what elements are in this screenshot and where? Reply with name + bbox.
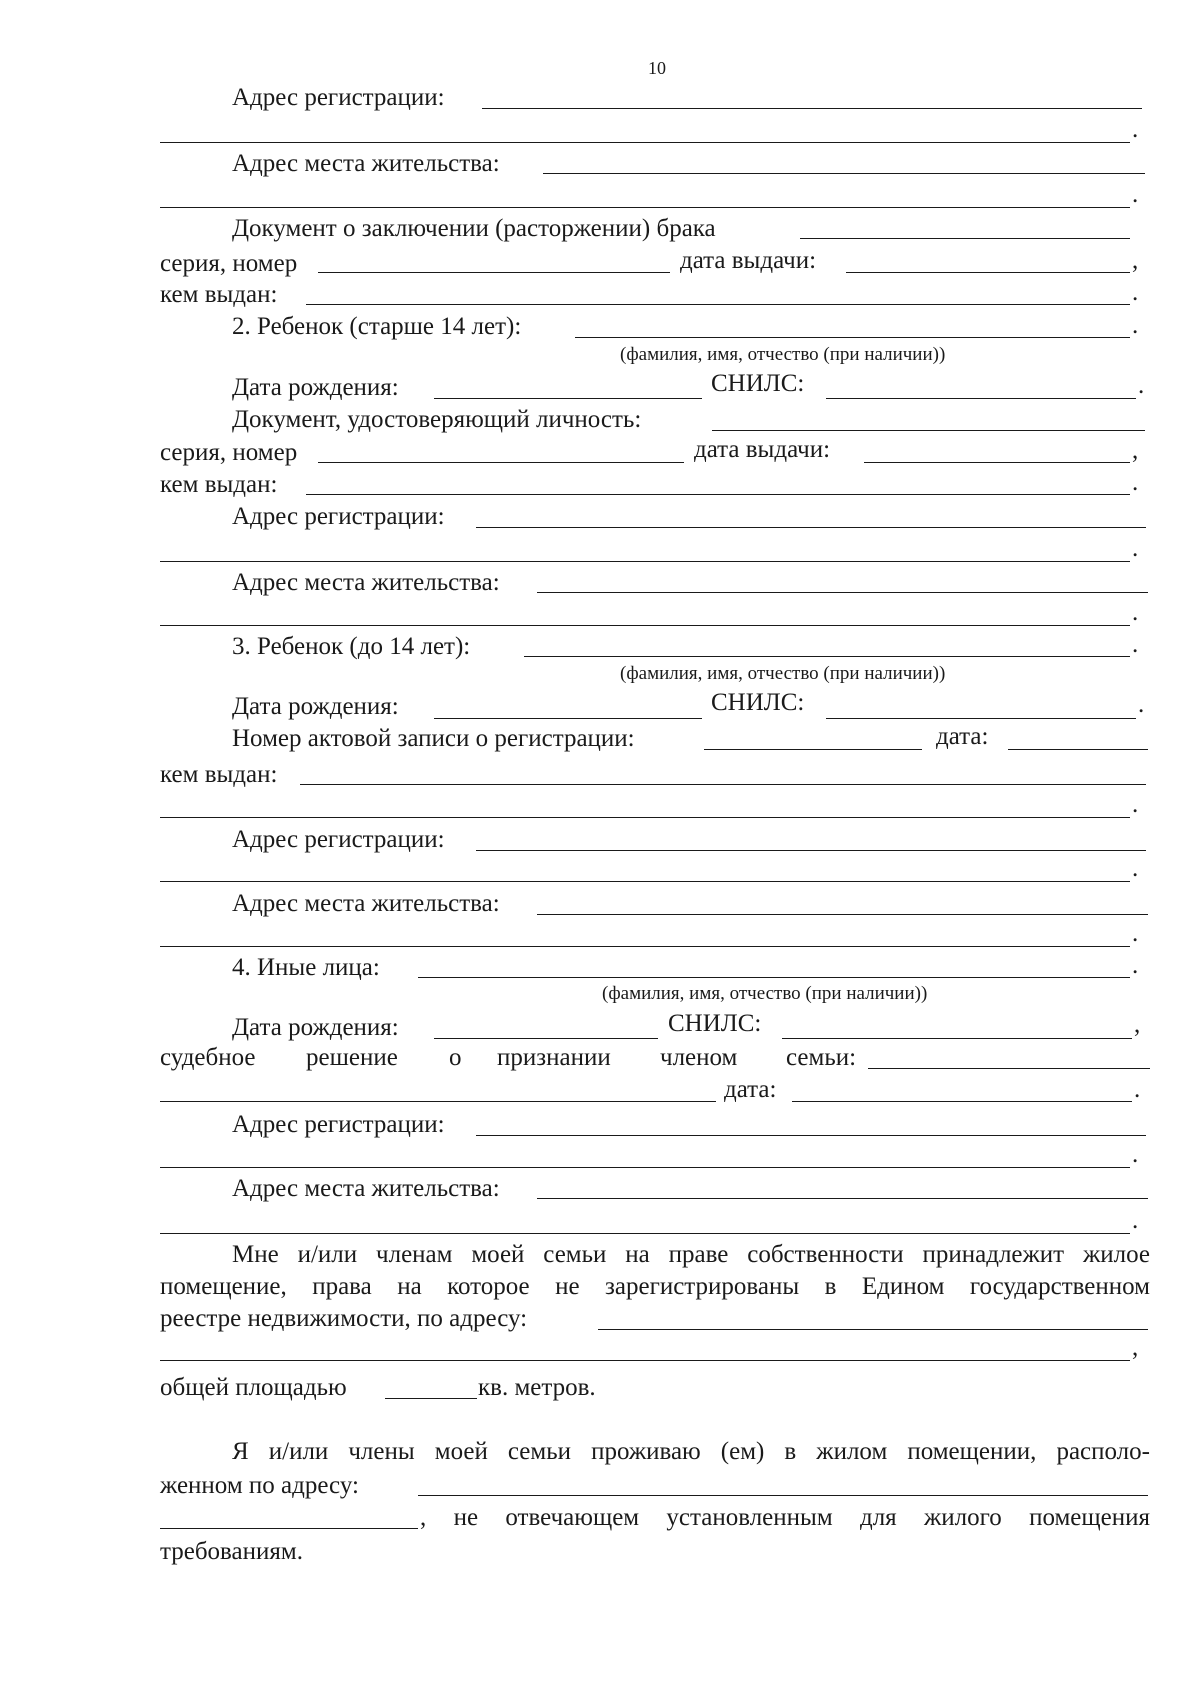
series-number-field[interactable]	[318, 272, 670, 273]
issued-by-field[interactable]	[306, 494, 1130, 495]
snils-field[interactable]	[826, 718, 1136, 719]
live-address-field-line2[interactable]	[160, 946, 1130, 947]
series-number-field[interactable]	[318, 462, 684, 463]
line-end-dot: .	[1138, 372, 1145, 399]
line-end-dot: .	[1132, 920, 1139, 947]
ownership-address-field-line2[interactable]	[160, 1360, 1130, 1361]
live-address-field[interactable]	[537, 1198, 1148, 1199]
reg-address-field-line2[interactable]	[160, 1167, 1130, 1168]
birth-date-field[interactable]	[434, 398, 702, 399]
reg-address-label: Адрес регистрации:	[232, 1111, 445, 1138]
issued-by-label: кем выдан:	[160, 761, 278, 788]
fio-hint: (фамилия, имя, отчество (при наличии))	[620, 344, 946, 365]
line-end-dot: .	[1134, 1076, 1141, 1103]
line-end-dot: .	[1132, 1207, 1139, 1234]
court-decision-field-line2[interactable]	[160, 1101, 716, 1102]
live-address-field[interactable]	[543, 173, 1145, 174]
residence-address-field-line2[interactable]	[160, 1528, 418, 1529]
live-address-field[interactable]	[537, 914, 1148, 915]
snils-field[interactable]	[782, 1038, 1132, 1039]
reg-address-field-line2[interactable]	[160, 881, 1130, 882]
line-end-comma: ,	[1132, 1334, 1139, 1361]
live-address-label: Адрес места жительства:	[232, 890, 500, 917]
id-doc-label: Документ, удостоверяющий личность:	[232, 406, 642, 433]
court-word-3: о	[449, 1044, 462, 1071]
snils-label: СНИЛС:	[711, 689, 805, 716]
line-end-dot: .	[1132, 631, 1139, 658]
total-area-field[interactable]	[385, 1398, 477, 1399]
live-address-label: Адрес места жительства:	[232, 569, 500, 596]
act-record-field[interactable]	[704, 749, 922, 750]
series-number-label: серия, номер	[160, 250, 298, 277]
issued-by-label: кем выдан:	[160, 281, 278, 308]
issue-date-label: дата выдачи:	[694, 436, 831, 463]
reg-address-field-line2[interactable]	[160, 142, 1130, 143]
issued-by-label: кем выдан:	[160, 471, 278, 498]
snils-field[interactable]	[826, 398, 1136, 399]
sq-meters-label: кв. метров.	[478, 1374, 596, 1401]
live-address-field-line2[interactable]	[160, 625, 1130, 626]
snils-label: СНИЛС:	[711, 370, 805, 397]
line-end-dot: .	[1132, 599, 1139, 626]
line-end-comma: ,	[1134, 1011, 1141, 1038]
court-word-4: признании	[497, 1044, 611, 1071]
child-over14-name-field[interactable]	[575, 337, 1130, 338]
court-word-1: судебное	[160, 1044, 256, 1071]
birth-date-field[interactable]	[434, 1038, 658, 1039]
requirements-text: требованиям.	[160, 1538, 303, 1565]
line-end-dot: .	[1132, 116, 1139, 143]
child-over14-label: 2. Ребенок (старше 14 лет):	[232, 313, 522, 340]
child-under14-name-field[interactable]	[524, 656, 1130, 657]
line-end-dot: .	[1132, 791, 1139, 818]
residence-paragraph-line3: , не отвечающем установленным для жилого помещения	[420, 1504, 1150, 1531]
line-end-dot: .	[1132, 535, 1139, 562]
live-address-label: Адрес места жительства:	[232, 1175, 500, 1202]
fio-hint: (фамилия, имя, отчество (при наличии))	[602, 983, 928, 1004]
issued-by-field[interactable]	[306, 304, 1130, 305]
reg-address-label: Адрес регистрации:	[232, 826, 445, 853]
reg-address-field[interactable]	[476, 527, 1146, 528]
issue-date-label: дата выдачи:	[680, 247, 817, 274]
reg-address-field[interactable]	[476, 850, 1146, 851]
date-label: дата:	[936, 723, 989, 750]
reg-address-field[interactable]	[482, 108, 1142, 109]
court-word-2: решение	[306, 1044, 398, 1071]
issue-date-field[interactable]	[864, 462, 1130, 463]
marriage-doc-field[interactable]	[800, 238, 1130, 239]
live-address-field-line2[interactable]	[160, 207, 1130, 208]
line-end-dot: .	[1132, 312, 1139, 339]
residence-paragraph-line2: женном по адресу:	[160, 1472, 359, 1499]
reg-address-label: Адрес регистрации:	[232, 503, 445, 530]
birth-date-label: Дата рождения:	[232, 693, 399, 720]
fio-hint: (фамилия, имя, отчество (при наличии))	[620, 663, 946, 684]
reg-address-field[interactable]	[476, 1135, 1146, 1136]
reg-address-label: Адрес регистрации:	[232, 84, 445, 111]
reg-address-field-line2[interactable]	[160, 561, 1130, 562]
page-number: 10	[648, 58, 666, 78]
total-area-label: общей площадью	[160, 1374, 347, 1401]
ownership-paragraph-line2: помещение, права на которое не зарегистрированы в Едином государственном	[160, 1273, 1150, 1300]
line-end-dot: .	[1132, 1141, 1139, 1168]
date-label: дата:	[724, 1076, 777, 1103]
ownership-address-field[interactable]	[598, 1329, 1148, 1330]
date-field[interactable]	[1008, 749, 1148, 750]
line-end-dot: .	[1132, 952, 1139, 979]
issue-date-field[interactable]	[846, 272, 1130, 273]
line-end-dot: .	[1132, 181, 1139, 208]
issued-by-field-line2[interactable]	[160, 817, 1130, 818]
live-address-field[interactable]	[537, 592, 1148, 593]
child-under14-label: 3. Ребенок (до 14 лет):	[232, 633, 471, 660]
live-address-field-line2[interactable]	[160, 1233, 1130, 1234]
ownership-paragraph-line3: реестре недвижимости, по адресу:	[160, 1305, 528, 1332]
date-field[interactable]	[792, 1101, 1132, 1102]
id-doc-field[interactable]	[712, 430, 1145, 431]
other-persons-label: 4. Иные лица:	[232, 954, 380, 981]
snils-label: СНИЛС:	[668, 1010, 762, 1037]
line-end-dot: .	[1132, 469, 1139, 496]
ownership-paragraph-line1: Мне и/или членам моей семьи на праве собственности принадлежит жилое	[232, 1241, 1150, 1268]
birth-date-label: Дата рождения:	[232, 374, 399, 401]
live-address-label: Адрес места жительства:	[232, 150, 500, 177]
line-end-dot: .	[1138, 691, 1145, 718]
line-end-dot: .	[1132, 855, 1139, 882]
act-record-label: Номер актовой записи о регистрации:	[232, 725, 635, 752]
marriage-doc-label: Документ о заключении (расторжении) брака	[232, 215, 716, 242]
series-number-label: серия, номер	[160, 439, 298, 466]
court-decision-field[interactable]	[868, 1068, 1150, 1069]
line-end-comma: ,	[1132, 437, 1139, 464]
issued-by-field[interactable]	[300, 784, 1146, 785]
court-word-5: членом	[660, 1044, 738, 1071]
birth-date-label: Дата рождения:	[232, 1014, 399, 1041]
other-persons-name-field[interactable]	[418, 977, 1130, 978]
birth-date-field[interactable]	[434, 718, 702, 719]
line-end-comma: ,	[1132, 247, 1139, 274]
court-word-6: семьи:	[786, 1044, 857, 1071]
residence-paragraph-line1: Я и/или члены моей семьи проживаю (ем) в жилом помещении, располо-	[232, 1438, 1150, 1465]
line-end-dot: .	[1132, 279, 1139, 306]
residence-address-field[interactable]	[418, 1495, 1148, 1496]
